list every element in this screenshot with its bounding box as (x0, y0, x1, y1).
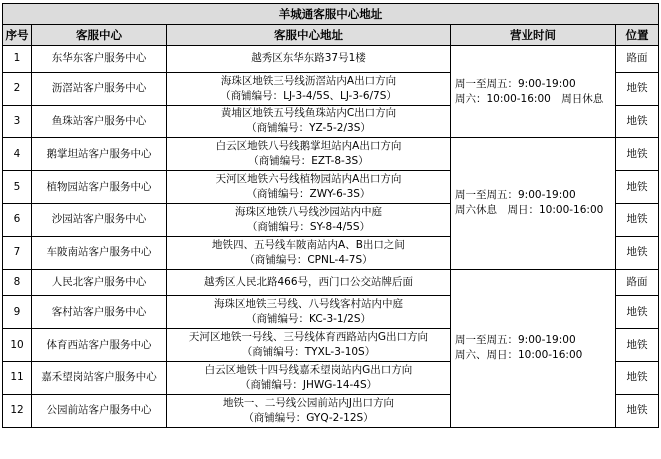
center-address (167, 361, 451, 394)
service-center-table (2, 3, 659, 428)
row-number: 5 (3, 171, 32, 204)
center-address (167, 394, 451, 427)
business-hours-group-1 (451, 46, 616, 138)
center-address (167, 46, 451, 73)
row-number: 11 (3, 361, 32, 394)
address-line: 越秀区东华东路37号1楼 (251, 52, 366, 65)
center-address (167, 236, 451, 269)
shop-code-line: （商铺编号：GYQ-2-12S） (243, 411, 374, 424)
header-location: 位置 (616, 25, 659, 46)
title-row (3, 4, 659, 25)
hours-line: 周一至周五：9:00-19:00 (455, 189, 576, 202)
table-row (3, 138, 659, 171)
shop-code-line: （商铺编号：KC-3-1/2S） (246, 313, 371, 326)
header-address: 客服中心地址 (167, 25, 451, 46)
center-name: 沥滘站客户服务中心 (32, 72, 167, 105)
shop-code-line: （商铺编号：JHWG-14-4S） (239, 378, 378, 391)
row-number: 10 (3, 329, 32, 362)
location: 路面 (616, 46, 659, 73)
center-address (167, 296, 451, 329)
location: 地铁 (616, 394, 659, 427)
row-number: 6 (3, 203, 32, 236)
center-name: 鱼珠站客户服务中心 (32, 105, 167, 138)
address-line: 白云区地铁八号线鹅掌坦站内A出口方向 (215, 140, 402, 153)
shop-code-line: （商铺编号：YZ-5-2/3S） (246, 122, 371, 135)
address-line: 海珠区地铁三号线、八号线客村站内中庭 (214, 298, 403, 311)
row-number: 4 (3, 138, 32, 171)
row-number: 8 (3, 269, 32, 296)
shop-code-line: （商铺编号：ZWY-6-3S） (246, 188, 371, 201)
center-address (167, 203, 451, 236)
address-line: 地铁一、二号线公园前站内J出口方向 (222, 396, 395, 409)
address-line: 越秀区人民北路466号，西门口公交站牌后面 (203, 275, 414, 288)
address-line: 地铁四、五号线车陂南站内A、B出口之间 (212, 238, 405, 251)
table-title: 羊城通客服中心地址 (3, 4, 659, 25)
table-row (3, 269, 659, 296)
center-name: 公园前站客户服务中心 (32, 394, 167, 427)
center-address (167, 138, 451, 171)
center-name: 体育西站客户服务中心 (32, 329, 167, 362)
table-row (3, 46, 659, 73)
location: 地铁 (616, 236, 659, 269)
location: 路面 (616, 269, 659, 296)
row-number: 2 (3, 72, 32, 105)
location: 地铁 (616, 138, 659, 171)
center-address (167, 329, 451, 362)
header-center: 客服中心 (32, 25, 167, 46)
location: 地铁 (616, 105, 659, 138)
center-name: 客村站客户服务中心 (32, 296, 167, 329)
center-address (167, 105, 451, 138)
shop-code-line: （商铺编号：EZT-8-3S） (248, 155, 369, 168)
hours-line: 周一至周五：9:00-19:00 (455, 77, 576, 90)
row-number: 7 (3, 236, 32, 269)
row-number: 1 (3, 46, 32, 73)
hours-line: 周六、周日：10:00-16:00 (455, 349, 583, 362)
shop-code-line: （商铺编号：CPNL-4-7S） (244, 253, 373, 266)
shop-code-line: （商铺编号：SY-8-4/5S） (246, 220, 371, 233)
row-number: 9 (3, 296, 32, 329)
address-line: 白云区地铁十四号线嘉禾望岗站内G出口方向 (204, 363, 413, 376)
center-address (167, 72, 451, 105)
address-line: 海珠区地铁三号线沥滘站内A出口方向 (220, 74, 397, 87)
header-hours: 营业时间 (451, 25, 616, 46)
center-name: 嘉禾望岗站客户服务中心 (32, 361, 167, 394)
location: 地铁 (616, 171, 659, 204)
header-row (3, 25, 659, 46)
hours-line: 周六休息 周日：10:00-16:00 (455, 204, 604, 217)
hours-line: 周一至周五：9:00-19:00 (455, 334, 576, 347)
address-line: 天河区地铁六号线植物园站内A出口方向 (215, 173, 402, 186)
business-hours-group-2 (451, 138, 616, 269)
location: 地铁 (616, 329, 659, 362)
center-name: 沙园站客户服务中心 (32, 203, 167, 236)
business-hours-group-3 (451, 269, 616, 427)
center-name: 车陂南站客户服务中心 (32, 236, 167, 269)
location: 地铁 (616, 203, 659, 236)
header-no: 序号 (3, 25, 32, 46)
location: 地铁 (616, 361, 659, 394)
shop-code-line: （商铺编号：TYXL-3-10S） (241, 346, 376, 359)
row-number: 3 (3, 105, 32, 138)
center-address (167, 269, 451, 296)
center-name: 人民北客户服务中心 (32, 269, 167, 296)
address-line: 海珠区地铁八号线沙园站内中庭 (235, 205, 382, 218)
center-name: 鹅掌坦站客户服务中心 (32, 138, 167, 171)
location: 地铁 (616, 296, 659, 329)
shop-code-line: （商铺编号：LJ-3-4/5S、LJ-3-6/7S） (220, 89, 397, 102)
hours-line: 周六：10:00-16:00 周日休息 (455, 92, 604, 105)
center-name: 植物园站客户服务中心 (32, 171, 167, 204)
address-line: 天河区地铁一号线、三号线体育西路站内G出口方向 (188, 331, 429, 344)
address-line: 黄埔区地铁五号线鱼珠站内C出口方向 (220, 107, 397, 120)
location: 地铁 (616, 72, 659, 105)
center-name: 东华东客户服务中心 (32, 46, 167, 73)
center-address (167, 171, 451, 204)
row-number: 12 (3, 394, 32, 427)
